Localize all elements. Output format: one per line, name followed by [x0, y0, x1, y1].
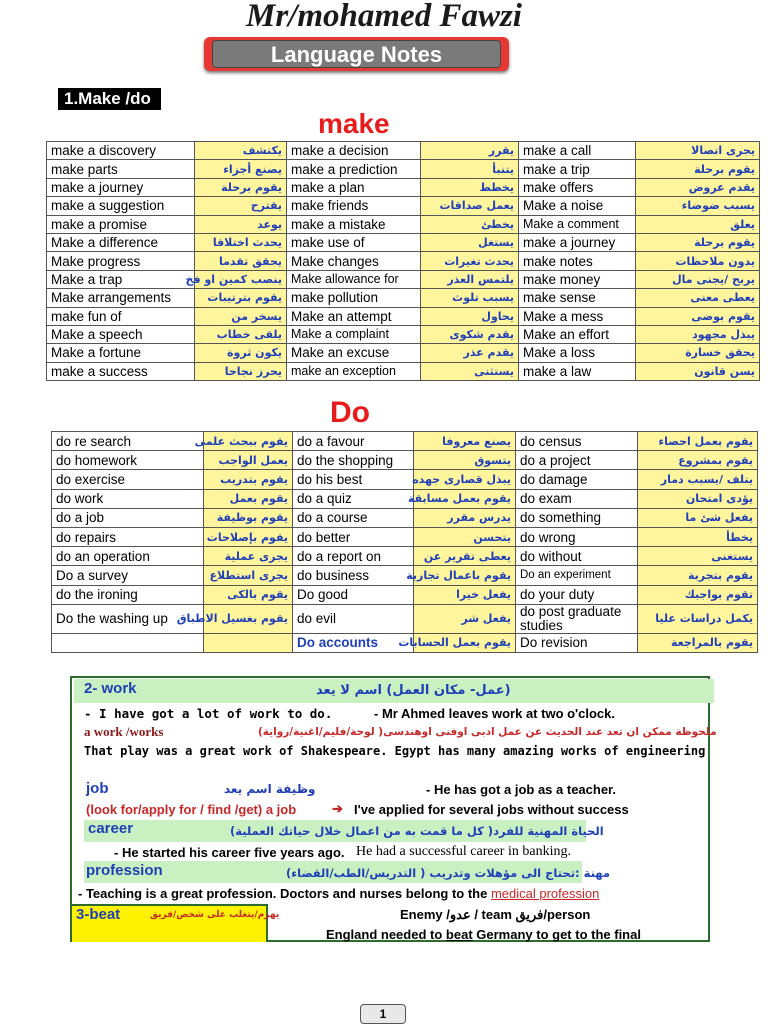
page-number: 1 — [360, 1004, 406, 1024]
do-phrase-cell: do a favour — [293, 432, 414, 451]
make-phrase-cell: make use of — [287, 233, 421, 251]
do-phrase-cell: do a report on — [293, 547, 414, 566]
do-arabic-cell: يجرى استطلاع — [204, 566, 293, 585]
do-row — [52, 566, 758, 585]
make-arabic-cell: يقوم برحلة — [636, 160, 760, 178]
make-arabic-cell: يسخر من — [195, 307, 287, 325]
do-phrase-cell: do something — [516, 508, 638, 527]
do-phrase-cell: do homework — [52, 451, 204, 470]
do-arabic-cell: يقوم بالكى — [204, 585, 293, 604]
make-row — [47, 233, 760, 251]
work-label: 2- work — [84, 680, 137, 697]
make-phrase-cell: make notes — [519, 252, 636, 270]
do-arabic-cell: يخطأ — [638, 527, 758, 546]
job-arabic: وظيفة اسم يعد — [224, 782, 316, 796]
make-arabic-cell: يقدم شكوى — [421, 325, 519, 343]
make-phrase-cell: make a suggestion — [47, 197, 195, 215]
make-phrase-cell: Make a complaint — [287, 325, 421, 343]
do-arabic-cell: يعمل الواجب — [204, 451, 293, 470]
make-arabic-cell: ينصب كمين او فخ — [195, 270, 287, 288]
do-arabic-cell: يقوم بتجربة — [638, 566, 758, 585]
do-row — [52, 604, 758, 633]
make-phrase-cell: make a journey — [47, 178, 195, 196]
beat-example-a: England needed to — [326, 927, 443, 942]
do-phrase-cell — [52, 633, 204, 652]
make-arabic-cell: يسبب ضوضاء — [636, 197, 760, 215]
do-arabic-cell: يفعل شر — [414, 604, 516, 633]
do-arabic-cell: يقوم بغسيل الاطباق — [204, 604, 293, 633]
make-arabic-cell: يلتمس العذر — [421, 270, 519, 288]
make-phrase-cell: make a promise — [47, 215, 195, 233]
make-phrase-cell: make an exception — [287, 362, 421, 380]
make-row — [47, 215, 760, 233]
make-arabic-cell: يستغل — [421, 233, 519, 251]
do-arabic-cell: يقوم بعمل مسابقة — [414, 489, 516, 508]
beat-example — [326, 927, 641, 942]
make-phrase-cell: Make a comment — [519, 215, 636, 233]
do-phrase-cell: do better — [293, 527, 414, 546]
work-example-3: That play was a great work of Shakespeare. Egypt has many amazing works of engineering — [84, 744, 706, 758]
make-phrase-cell: Make a trap — [47, 270, 195, 288]
make-row — [47, 142, 760, 160]
do-arabic-cell — [204, 633, 293, 652]
make-arabic-cell: يصنع أجزاء — [195, 160, 287, 178]
do-arabic-cell: يبذل قصارى جهده — [414, 470, 516, 489]
profession-label: profession — [86, 862, 163, 879]
make-phrase-cell: make money — [519, 270, 636, 288]
do-phrase-cell: do work — [52, 489, 204, 508]
make-row — [47, 252, 760, 270]
do-arabic-cell: يقوم بمشروع — [638, 451, 758, 470]
make-arabic-cell: يكتشف — [195, 142, 287, 160]
make-phrase-cell: make fun of — [47, 307, 195, 325]
do-phrase-cell: do the ironing — [52, 585, 204, 604]
beat-example-c: Germany to get to the final — [476, 927, 641, 942]
do-arabic-cell: تقوم بواجبك — [638, 585, 758, 604]
do-arabic-cell: يكمل دراسات عليا — [638, 604, 758, 633]
do-phrase-cell: Do a survey — [52, 566, 204, 585]
make-arabic-cell: يحدث اختلافا — [195, 233, 287, 251]
make-arabic-cell: يقوم بوضى — [636, 307, 760, 325]
make-arabic-cell: يقترح — [195, 197, 287, 215]
do-row — [52, 547, 758, 566]
make-arabic-cell: يحقق تقدما — [195, 252, 287, 270]
do-arabic-cell: يقوم بالمراجعة — [638, 633, 758, 652]
do-phrase-cell: do evil — [293, 604, 414, 633]
do-phrase-cell: Do revision — [516, 633, 638, 652]
make-phrase-cell: make a call — [519, 142, 636, 160]
do-row — [52, 432, 758, 451]
beat-objects: Enemy /عدو / team فريق/person — [400, 907, 591, 922]
do-row — [52, 451, 758, 470]
do-table — [51, 431, 758, 653]
career-label: career — [88, 820, 134, 837]
do-arabic-cell: يقوم بتدريب — [204, 470, 293, 489]
make-row — [47, 307, 760, 325]
job-example-1: - He has got a job as a teacher. — [426, 782, 617, 797]
make-arabic-cell: يقوم بترتيبات — [195, 289, 287, 307]
do-phrase-cell: do without — [516, 547, 638, 566]
make-arabic-cell: يعلق — [636, 215, 760, 233]
make-phrase-cell: make a decision — [287, 142, 421, 160]
beat-example-b: beat — [445, 927, 473, 942]
make-row — [47, 344, 760, 362]
do-arabic-cell: يقوم بعمل الحسابات — [414, 633, 516, 652]
make-phrase-cell: Make progress — [47, 252, 195, 270]
make-arabic-cell: يكون ثروة — [195, 344, 287, 362]
author-title: Mr/mohamed Fawzi — [246, 0, 522, 34]
make-arabic-cell: يقدم عروض — [636, 178, 760, 196]
make-phrase-cell: Make allowance for — [287, 270, 421, 288]
make-arabic-cell: يدون ملاحظات — [636, 252, 760, 270]
a-work-label: a work /works — [84, 724, 164, 739]
make-table — [46, 141, 760, 381]
make-row — [47, 289, 760, 307]
make-arabic-cell: يخطئ — [421, 215, 519, 233]
banner-label: Language Notes — [212, 40, 501, 68]
do-phrase-cell: do repairs — [52, 527, 204, 546]
make-phrase-cell: make pollution — [287, 289, 421, 307]
do-phrase-cell: do a job — [52, 508, 204, 527]
make-phrase-cell: Make a fortune — [47, 344, 195, 362]
make-phrase-cell: make a discovery — [47, 142, 195, 160]
do-phrase-cell: do a quiz — [293, 489, 414, 508]
make-arabic-cell: يعمل صداقات — [421, 197, 519, 215]
do-arabic-cell: يجرى عملية — [204, 547, 293, 566]
do-row — [52, 470, 758, 489]
make-phrase-cell: Make an excuse — [287, 344, 421, 362]
make-phrase-cell: make friends — [287, 197, 421, 215]
do-arabic-cell: يتلف /يسبب دمار — [638, 470, 758, 489]
do-phrase-cell: do exercise — [52, 470, 204, 489]
make-arabic-cell: يسن قانون — [636, 362, 760, 380]
do-heading: Do — [330, 396, 370, 429]
do-phrase-cell: do post graduate studies — [516, 604, 638, 633]
do-phrase-cell: do his best — [293, 470, 414, 489]
make-phrase-cell: make a trip — [519, 160, 636, 178]
do-phrase-cell: do a project — [516, 451, 638, 470]
make-phrase-cell: make a plan — [287, 178, 421, 196]
make-arabic-cell: يتنبأ — [421, 160, 519, 178]
do-phrase-cell: do the shopping — [293, 451, 414, 470]
profession-arabic: مهنة :تحتاج الى مؤهلات وتدريب ( التدريس/الطب/القضاء) — [286, 866, 611, 880]
do-arabic-cell: يعطى تقرير عن — [414, 547, 516, 566]
make-arabic-cell: يبذل مجهود — [636, 325, 760, 343]
make-phrase-cell: make a law — [519, 362, 636, 380]
do-arabic-cell: يستغنى — [638, 547, 758, 566]
make-phrase-cell: make a prediction — [287, 160, 421, 178]
make-phrase-cell: make a journey — [519, 233, 636, 251]
make-phrase-cell: Make an attempt — [287, 307, 421, 325]
make-arabic-cell: يحدث تغيرات — [421, 252, 519, 270]
work-example-1: - I have got a lot of work to do. — [84, 706, 333, 721]
make-arabic-cell: يعطى معنى — [636, 289, 760, 307]
make-arabic-cell: يوعد — [195, 215, 287, 233]
make-arabic-cell: يخطط — [421, 178, 519, 196]
do-phrase-cell: do census — [516, 432, 638, 451]
make-row — [47, 178, 760, 196]
do-arabic-cell: يفعل خيرا — [414, 585, 516, 604]
work-arabic: (عمل- مكان العمل) اسم لا يعد — [316, 683, 511, 698]
language-notes-banner — [204, 37, 509, 71]
make-phrase-cell: Make a loss — [519, 344, 636, 362]
do-arabic-cell: يؤدى امتحان — [638, 489, 758, 508]
make-arabic-cell: يقوم برحلة — [636, 233, 760, 251]
do-row — [52, 585, 758, 604]
do-arabic-cell: يقوم بإصلاحات — [204, 527, 293, 546]
make-phrase-cell: make offers — [519, 178, 636, 196]
make-row — [47, 197, 760, 215]
do-row — [52, 633, 758, 652]
make-arabic-cell: يقوم برحلة — [195, 178, 287, 196]
do-arabic-cell: يصنع معروفا — [414, 432, 516, 451]
do-phrase-cell: Do the washing up — [52, 604, 204, 633]
do-phrase-cell: do damage — [516, 470, 638, 489]
do-arabic-cell: يتحسن — [414, 527, 516, 546]
make-phrase-cell: make a mistake — [287, 215, 421, 233]
do-phrase-cell: Do good — [293, 585, 414, 604]
profession-example-text: - Teaching is a great profession. Doctors and nurses belong to the — [78, 886, 488, 901]
make-phrase-cell: Make changes — [287, 252, 421, 270]
arrow-icon: ➔ — [332, 801, 343, 816]
do-phrase-cell: do an operation — [52, 547, 204, 566]
make-phrase-cell: make parts — [47, 160, 195, 178]
make-arabic-cell: يحرز نجاحا — [195, 362, 287, 380]
do-phrase-cell: do re search — [52, 432, 204, 451]
profession-example — [78, 886, 599, 901]
do-arabic-cell: يفعل شئ ما — [638, 508, 758, 527]
make-row — [47, 362, 760, 380]
make-arabic-cell: يربح /يجنى مال — [636, 270, 760, 288]
make-arabic-cell: يحاول — [421, 307, 519, 325]
job-example-2: I've applied for several jobs without success — [354, 802, 629, 817]
do-row — [52, 527, 758, 546]
make-arabic-cell: يلقى خطاب — [195, 325, 287, 343]
do-phrase-cell: Do accounts — [293, 633, 414, 652]
do-phrase-cell: do a course — [293, 508, 414, 527]
job-label: job — [86, 780, 109, 797]
do-arabic-cell: يتسوق — [414, 451, 516, 470]
make-arabic-cell: يجرى اتصالا — [636, 142, 760, 160]
make-phrase-cell: Make a difference — [47, 233, 195, 251]
do-phrase-cell: do business — [293, 566, 414, 585]
job-phrase: (look for/apply for / find /get) a job — [86, 802, 297, 817]
make-phrase-cell: Make an effort — [519, 325, 636, 343]
do-row — [52, 508, 758, 527]
do-phrase-cell: Do an experiment — [516, 566, 638, 585]
do-phrase-cell: do wrong — [516, 527, 638, 546]
make-phrase-cell: Make arrangements — [47, 289, 195, 307]
make-row — [47, 160, 760, 178]
do-arabic-cell: يقوم بعمل احصاء — [638, 432, 758, 451]
make-phrase-cell: Make a mess — [519, 307, 636, 325]
make-arabic-cell: يستثنى — [421, 362, 519, 380]
beat-arabic: يهزم/يتغلب على شخص/فريق — [150, 910, 280, 920]
make-row — [47, 325, 760, 343]
work-example-2: - Mr Ahmed leaves work at two o'clock. — [374, 706, 616, 721]
make-arabic-cell: يسبب تلوث — [421, 289, 519, 307]
make-phrase-cell: Make a noise — [519, 197, 636, 215]
do-phrase-cell: do your duty — [516, 585, 638, 604]
make-row — [47, 270, 760, 288]
do-arabic-cell: يدرس مقرر — [414, 508, 516, 527]
make-phrase-cell: make a success — [47, 362, 195, 380]
make-heading: make — [318, 108, 390, 139]
do-arabic-cell: يقوم بعمل — [204, 489, 293, 508]
career-example-2: He had a successful career in banking. — [356, 844, 571, 859]
make-arabic-cell: يقرر — [421, 142, 519, 160]
do-arabic-cell: يقوم باعمال تجارية — [414, 566, 516, 585]
work-note-arabic: ملحوظة ممكن ان تعد عند الحديث عن عمل ادبى اوفنى اوهندسى( لوحة/فليم/اغنية/رواية) — [258, 726, 717, 738]
do-arabic-cell: يقوم ببحث علمى — [204, 432, 293, 451]
section-heading-make-do: 1.Make /do — [58, 88, 161, 110]
beat-label: 3-beat — [76, 906, 121, 923]
make-arabic-cell: يحقق خسارة — [636, 344, 760, 362]
make-phrase-cell: make sense — [519, 289, 636, 307]
career-example-1: - He started his career five years ago. — [114, 845, 345, 860]
do-phrase-cell: do exam — [516, 489, 638, 508]
do-row — [52, 489, 758, 508]
make-phrase-cell: Make a speech — [47, 325, 195, 343]
make-arabic-cell: يقدم عذر — [421, 344, 519, 362]
do-arabic-cell: يقوم بوظيفة — [204, 508, 293, 527]
career-arabic: الحياة المهنية للفرد( كل ما قمت به من اعمال خلال حياتك العملية) — [230, 824, 604, 838]
medical-profession-link: medical profession — [490, 886, 600, 901]
